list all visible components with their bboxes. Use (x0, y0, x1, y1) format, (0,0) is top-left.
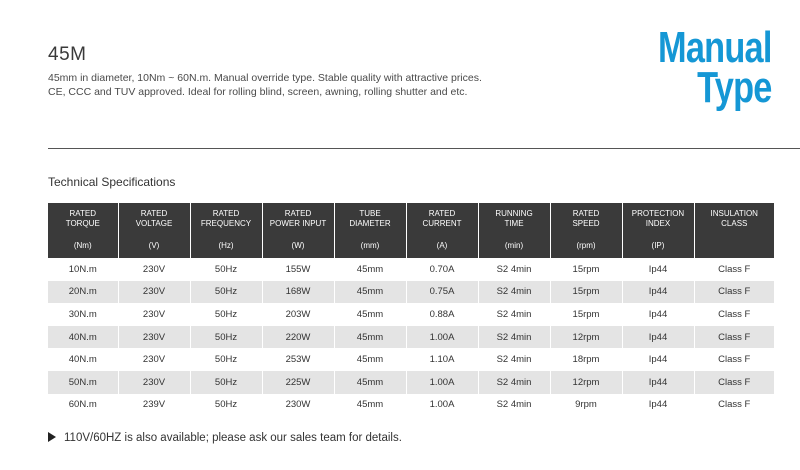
table-row (48, 326, 774, 349)
table-cell: 50Hz (190, 394, 262, 417)
table-cell: 230V (118, 326, 190, 349)
table-cell: Ip44 (622, 371, 694, 394)
table-row (48, 258, 774, 281)
table-cell: S2 4min (478, 303, 550, 326)
table-row (48, 281, 774, 304)
table-cell: Ip44 (622, 348, 694, 371)
column-title-line-1: INSULATION (710, 208, 758, 218)
table-row (48, 303, 774, 326)
column-title-line-2: VOLTAGE (135, 218, 173, 228)
table-cell: S2 4min (478, 394, 550, 417)
table-cell: Class F (694, 394, 774, 417)
table-cell: Class F (694, 348, 774, 371)
unit-row (48, 234, 774, 258)
table-cell: Ip44 (622, 394, 694, 417)
manual-type-badge (658, 23, 772, 112)
table-cell: 60N.m (48, 394, 118, 417)
table-cell: 50Hz (190, 348, 262, 371)
column-header (406, 203, 478, 234)
column-unit: (mm) (334, 234, 406, 258)
table-cell: 1.00A (406, 326, 478, 349)
column-title-line-1: TUBE (359, 208, 381, 218)
column-unit: (rpm) (550, 234, 622, 258)
table-cell: 230V (118, 281, 190, 304)
table-cell: 50Hz (190, 326, 262, 349)
table-cell: 230V (118, 348, 190, 371)
table-cell: 0.75A (406, 281, 478, 304)
column-unit: (IP) (622, 234, 694, 258)
table-cell: 40N.m (48, 326, 118, 349)
availability-note (48, 432, 402, 444)
table-cell: 45mm (334, 281, 406, 304)
table-row (48, 394, 774, 417)
table-cell: 10N.m (48, 258, 118, 281)
header-row (48, 203, 774, 234)
table-cell: 225W (262, 371, 334, 394)
column-title-line-2: DIAMETER (349, 218, 391, 228)
table-cell: 20N.m (48, 281, 118, 304)
table-cell: 239V (118, 394, 190, 417)
table-cell: 1.00A (406, 371, 478, 394)
table-row (48, 371, 774, 394)
column-header (550, 203, 622, 234)
table-cell: 253W (262, 348, 334, 371)
column-title-line-1: RUNNING (495, 208, 533, 218)
table-cell: Class F (694, 281, 774, 304)
table-cell: 40N.m (48, 348, 118, 371)
triangle-right-icon (48, 432, 56, 442)
table-cell: Class F (694, 371, 774, 394)
table-cell: 45mm (334, 394, 406, 417)
table-cell: 50Hz (190, 258, 262, 281)
table-cell: 155W (262, 258, 334, 281)
badge-line-1: Manual (658, 23, 772, 72)
column-title-line-2: SPEED (572, 218, 600, 228)
table-cell: 15rpm (550, 258, 622, 281)
column-title-line-2: FREQUENCY (200, 218, 252, 228)
column-title-line-2: TORQUE (65, 218, 100, 228)
table-cell: 168W (262, 281, 334, 304)
column-unit: (Nm) (48, 234, 118, 258)
column-title-line-1: RATED (212, 208, 240, 218)
table-cell: Ip44 (622, 303, 694, 326)
table-cell: Ip44 (622, 281, 694, 304)
table-cell: 1.10A (406, 348, 478, 371)
table-cell: Class F (694, 303, 774, 326)
spec-table (48, 203, 774, 416)
table-cell: 15rpm (550, 303, 622, 326)
column-header (478, 203, 550, 234)
column-header (118, 203, 190, 234)
table-cell: Ip44 (622, 258, 694, 281)
column-title-line-2: POWER INPUT (269, 218, 327, 228)
column-title-line-2: TIME (504, 218, 524, 228)
table-cell: 18rpm (550, 348, 622, 371)
table-cell: 12rpm (550, 371, 622, 394)
table-cell: 15rpm (550, 281, 622, 304)
table-row (48, 348, 774, 371)
table-cell: Class F (694, 326, 774, 349)
product-description (48, 71, 568, 99)
column-unit: (min) (478, 234, 550, 258)
table-cell: 50Hz (190, 281, 262, 304)
column-title-line-1: RATED (284, 208, 312, 218)
table-cell: S2 4min (478, 281, 550, 304)
column-header (334, 203, 406, 234)
table-cell: 45mm (334, 303, 406, 326)
badge-line-2: Type (697, 63, 772, 112)
table-cell: Class F (694, 258, 774, 281)
table-cell: 12rpm (550, 326, 622, 349)
model-title: 45M (48, 44, 87, 65)
table-cell: 0.70A (406, 258, 478, 281)
table-cell: S2 4min (478, 348, 550, 371)
table-cell: 45mm (334, 258, 406, 281)
section-title: Technical Specifications (48, 175, 176, 189)
column-title-line-1: RATED (69, 208, 97, 218)
table-cell: 50N.m (48, 371, 118, 394)
column-header (190, 203, 262, 234)
column-title-line-1: PROTECTION (631, 208, 685, 218)
table-cell: S2 4min (478, 326, 550, 349)
table-cell: 30N.m (48, 303, 118, 326)
column-unit (694, 234, 774, 258)
column-title-line-2: CURRENT (422, 218, 462, 228)
table-cell: 230W (262, 394, 334, 417)
column-title-line-1: RATED (140, 208, 168, 218)
table-cell: Ip44 (622, 326, 694, 349)
table-cell: 45mm (334, 371, 406, 394)
table-cell: 9rpm (550, 394, 622, 417)
column-title-line-2: INDEX (645, 218, 671, 228)
column-unit: (Hz) (190, 234, 262, 258)
table-cell: 1.00A (406, 394, 478, 417)
description-line-1: 45mm in diameter, 10Nm ~ 60N.m. Manual override type. Stable quality with attractive prices. (48, 72, 482, 84)
column-header (262, 203, 334, 234)
table-cell: 230V (118, 258, 190, 281)
column-title-line-1: RATED (428, 208, 456, 218)
table-cell: 45mm (334, 348, 406, 371)
table-cell: 230V (118, 371, 190, 394)
note-text: 110V/60HZ is also available; please ask our sales team for details. (64, 432, 402, 444)
table-cell: 50Hz (190, 303, 262, 326)
table-cell: 203W (262, 303, 334, 326)
column-unit: (A) (406, 234, 478, 258)
table-cell: 220W (262, 326, 334, 349)
table-cell: 230V (118, 303, 190, 326)
divider (48, 148, 800, 149)
column-title-line-2: CLASS (721, 218, 748, 228)
column-header (694, 203, 774, 234)
column-header (622, 203, 694, 234)
table-cell: 45mm (334, 326, 406, 349)
column-unit: (W) (262, 234, 334, 258)
column-title-line-1: RATED (572, 208, 600, 218)
column-unit: (V) (118, 234, 190, 258)
description-line-2: CE, CCC and TUV approved. Ideal for rolling blind, screen, awning, rolling shutter and etc. (48, 86, 468, 98)
column-header (48, 203, 118, 234)
table-body (48, 258, 774, 416)
table-cell: 50Hz (190, 371, 262, 394)
table-cell: S2 4min (478, 371, 550, 394)
table-cell: S2 4min (478, 258, 550, 281)
table-cell: 0.88A (406, 303, 478, 326)
